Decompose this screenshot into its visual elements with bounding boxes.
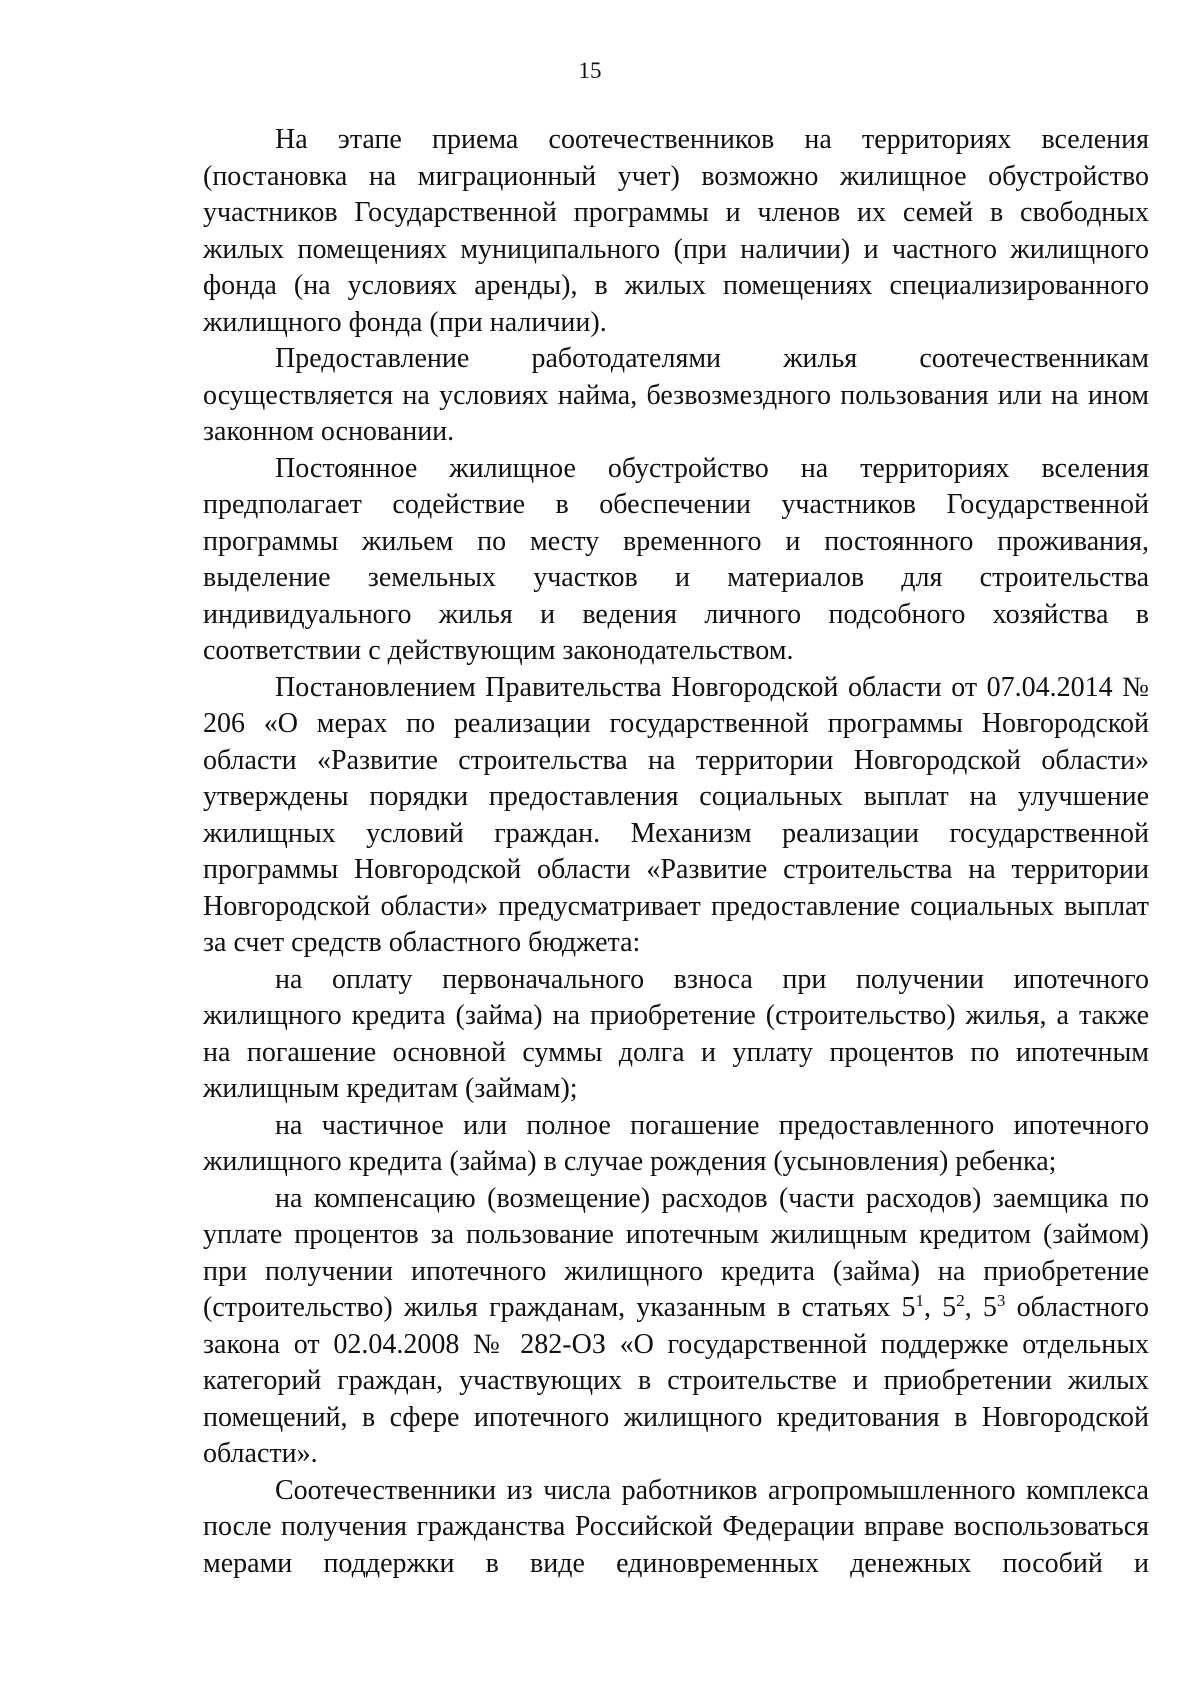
document-body [203, 122, 1149, 1582]
compensation-text-before: на компенсацию (возмещение) расходов (части расходов) заемщика по уплате процентов за пользование ипотечным жилищным кредитом (займом) при получении ипотечного жилищного кредита (займа) на приобретение (строительство) жилья гражданам, указанным в статьях 5 [203, 1182, 1149, 1323]
paragraph-permanent-housing: Постоянное жилищное обустройство на территориях вселения предполагает содействие в обеспечении участников Государственной программы жильем по месту временного и постоянного проживания, выделение земельных участков и материалов для строительства индивидуального жилья и ведения личного подсобного хозяйства в соответствии с действующим законодательством. [203, 452, 1149, 666]
page-number: 15 [578, 58, 602, 83]
paragraph-interest-compensation [203, 1181, 1149, 1473]
article-separator-1: , 5 [923, 1292, 957, 1323]
article-separator-2: , 5 [964, 1292, 997, 1323]
article-superscript-2: 2 [956, 1291, 965, 1310]
article-superscript-1: 1 [915, 1291, 924, 1310]
paragraph-employer-housing: Предоставление работодателями жилья соотечественникам осуществляется на условиях найма, безвозмездного пользования или на ином законном основании. [203, 343, 1149, 447]
paragraph-government-resolution: Постановлением Правительства Новгородской области от 07.04.2014 № 206 «О мерах по реализации государственной программы Новгородской области «Развитие строительства на территории Новгородской области» утверждены порядки предоставления социальных выплат на улучшение жилищных условий граждан. Механизм реализации государственной программы Новгородской области «Развитие строительства на территории Новгородской области» предусматривает предоставление социальных выплат за счет средств областного бюджета: [203, 671, 1149, 958]
paragraph-housing-at-reception: На этапе приема соотечественников на территориях вселения (постановка на миграционный учет) возможно жилищное обустройство участников Государственной программы и членов их семей в свободных жилых помещениях муниципального (при наличии) и частного жилищного фонда (на условиях аренды), в жилых помещениях специализированного жилищного фонда (при наличии). [203, 124, 1149, 338]
compensation-text-after: областного закона от 02.04.2008 № 282-ОЗ «О государственной поддержке отдельных категорий граждан, участвующих в строительстве и приобретении жилых помещений, в сфере ипотечного жилищного кредитования в Новгородской области». [203, 1292, 1150, 1469]
paragraph-agro-workers: Соотечественники из числа работников агропромышленного комплекса после получения гражданства Российской Федерации вправе воспользоваться мерами поддержки в виде единовременных денежных пособий и [203, 1474, 1149, 1579]
paragraph-initial-payment: на оплату первоначального взноса при получении ипотечного жилищного кредита (займа) на приобретение (строительство) жилья, а также на погашение основной суммы долга и уплату процентов по ипотечным жилищным кредитам (займам); [203, 963, 1149, 1104]
article-superscript-3: 3 [996, 1291, 1006, 1310]
paragraph-partial-repayment: на частичное или полное погашение предоставленного ипотечного жилищного кредита (займа) в случае рождения (усыновления) ребенка; [203, 1109, 1149, 1177]
